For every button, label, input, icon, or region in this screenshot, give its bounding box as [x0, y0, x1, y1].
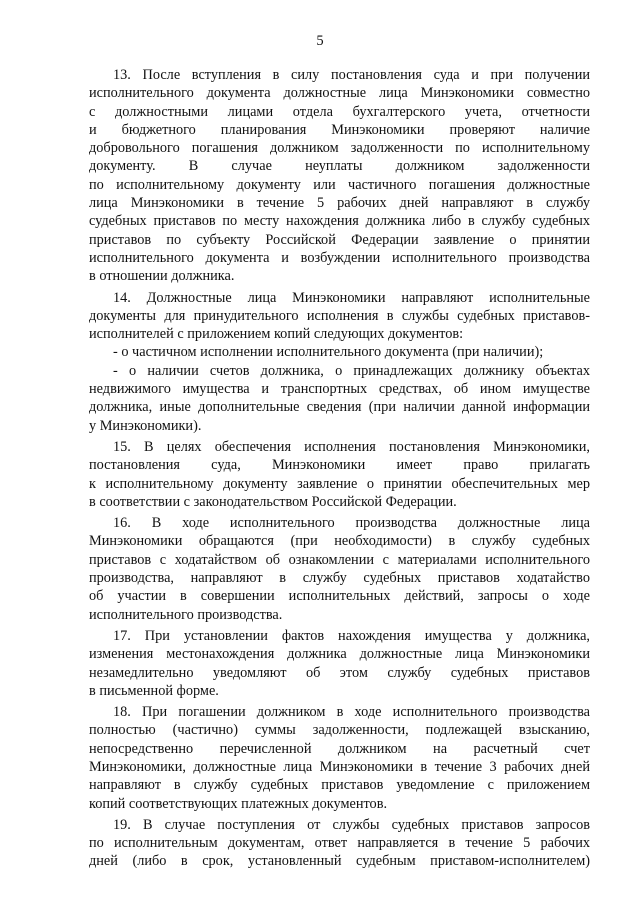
text-line: направляют в службу судебных приставов уведомление с приложением: [89, 777, 590, 794]
text-line: добровольного погашения должником задолженности по исполнительному: [89, 140, 590, 157]
paragraph-14: [89, 289, 590, 435]
text-line: 13. После вступления в силу постановления суда и при получении: [113, 67, 590, 83]
text-line: исполнительного производства.: [89, 606, 283, 623]
text-line: и бюджетного планирования Минэкономики проверяют наличие: [89, 121, 590, 138]
text-line: 14. Должностные лица Минэкономики направляют исполнительные: [113, 289, 590, 306]
text-line: лица Минэкономики в течение 5 рабочих дней направляют в службу: [89, 195, 590, 212]
text-line: приставов с ходатайством об ознакомлении с материалами исполнительного: [89, 551, 590, 568]
text-line: у Минэкономики).: [89, 417, 202, 434]
text-line: недвижимого имущества и транспортных средствах, об ином имуществе: [89, 381, 590, 398]
list-item: - о частичном исполнении исполнительного документа (при наличии);: [113, 344, 544, 361]
text-line: 16. В ходе исполнительного производства должностные лица: [113, 515, 590, 532]
text-line: в соответствии с законодательством Российской Федерации.: [89, 493, 457, 510]
text-line: судебных приставов по месту нахождения должника либо в службу судебных: [89, 213, 590, 230]
text-line: исполнительного документа должностные лица Минэкономики совместно: [89, 85, 590, 102]
paragraph-13: [89, 66, 590, 286]
text-line: документу. В случае неуплаты должником задолженности: [89, 158, 590, 175]
text-line: производства, направляют в службу судебных приставов ходатайство: [89, 570, 590, 587]
text-line: к исполнительному документу заявление о принятии обеспечительных мер: [89, 475, 590, 492]
text-line: копий соответствующих платежных документов.: [89, 795, 388, 812]
text-line: 18. При погашении должником в ходе исполнительного производства: [113, 704, 590, 721]
text-line: должника, иные дополнительные сведения (при наличии данной информации: [89, 399, 590, 416]
paragraph-17: [89, 627, 590, 700]
text-line: непосредственно перечисленной должником на расчетный счет: [89, 740, 590, 757]
text-line: 15. В целях обеспечения исполнения постановления Минэкономики,: [113, 438, 590, 455]
text-line: об участии в совершении исполнительных действий, запросы о ходе: [89, 588, 590, 605]
text-line: Минэкономики, должностные лица Минэкономики в течение 3 рабочих дней: [89, 758, 590, 775]
text-line: в отношении должника.: [89, 268, 235, 285]
text-line: документы для принудительного исполнения в службы судебных приставов-: [89, 307, 590, 324]
paragraph-19: [89, 816, 590, 871]
paragraph-18: [89, 703, 590, 813]
text-line: исполнительного документа и возбуждении исполнительного производства: [89, 249, 590, 266]
document-body: [89, 66, 590, 871]
text-line: по исполнительным документам, ответ направляется в течение 5 рабочих: [89, 835, 590, 852]
text-line: дней (либо в срок, установленный судебным приставом-исполнителем): [89, 853, 590, 870]
page-number: 5: [316, 33, 324, 49]
text-line: 17. При установлении фактов нахождения имущества у должника,: [113, 627, 590, 644]
text-line: Минэкономики обращаются (при необходимости) в службу судебных: [89, 533, 590, 550]
text-line: исполнителей с приложением копий следующих документов:: [89, 326, 464, 343]
text-line: приставов по субъекту Российской Федерации заявление о принятии: [89, 231, 590, 248]
text-line: постановления суда, Минэкономики имеет право прилагать: [89, 457, 590, 474]
text-line: с должностными лицами отдела бухгалтерского учета, отчетности: [89, 103, 590, 120]
text-line: по исполнительному документу или частичного погашения должностные: [89, 176, 590, 193]
list-item: - о наличии счетов должника, о принадлежащих должнику объектах: [113, 362, 590, 379]
text-line: незамедлительно уведомляют об этом службу судебных приставов: [89, 664, 590, 681]
text-line: полностью (частично) суммы задолженности, подлежащей взысканию,: [89, 722, 590, 739]
paragraph-15: [89, 438, 590, 511]
text-line: 19. В случае поступления от службы судебных приставов запросов: [113, 816, 590, 833]
text-line: в письменной форме.: [89, 682, 219, 699]
text-line: изменения местонахождения должника должностные лица Минэкономики: [89, 646, 590, 663]
paragraph-16: [89, 514, 590, 624]
